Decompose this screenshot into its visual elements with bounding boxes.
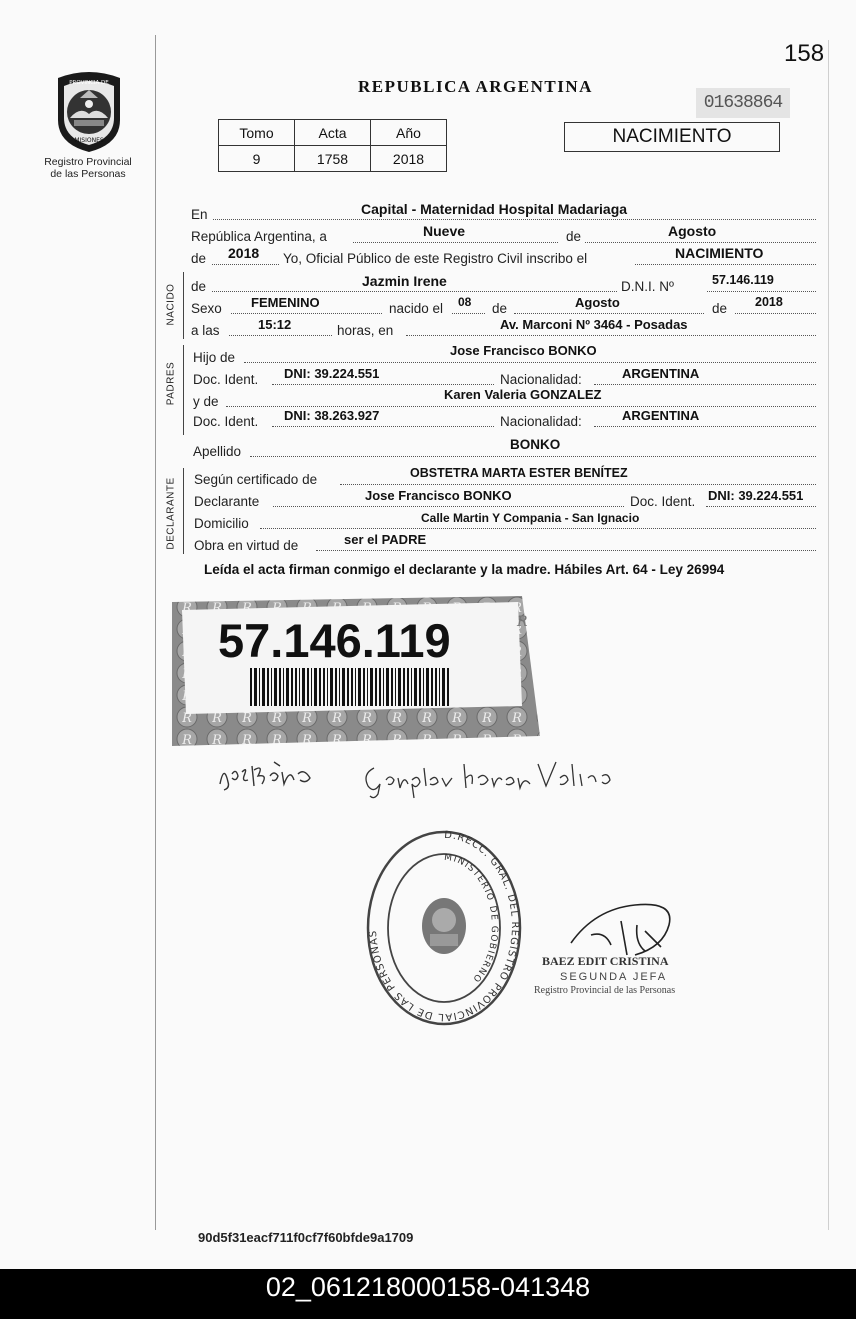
nacionalidad-label-2: Nacionalidad:	[500, 414, 582, 429]
dotted-line	[514, 313, 704, 314]
section-bar-padres	[183, 345, 184, 435]
header-anio: Año	[371, 120, 447, 146]
closing-statement: Leída el acta firman conmigo el declarante y la madre. Hábiles Art. 64 - Ley 26994	[204, 562, 725, 577]
dni-label: D.N.I. Nº	[621, 279, 674, 294]
a-las-label: a las	[191, 323, 220, 338]
birth-day-value: 08	[458, 295, 472, 309]
svg-text:D.RECC. GRAL. DEL REGISTRO PRO: D.RECC. GRAL. DEL REGISTRO PROVINCIAL DE LAS PERSONAS	[367, 829, 520, 1023]
dotted-line	[735, 313, 816, 314]
province-crest-icon	[50, 68, 128, 154]
de-label-birth-2: de	[712, 301, 728, 316]
de-label: de	[566, 229, 582, 244]
de-label-nacido: de	[191, 279, 207, 294]
registry-line-2: de las Personas	[50, 168, 126, 180]
file-id: 02_061218000158-041348	[265, 1272, 591, 1302]
margin-line	[155, 35, 156, 1230]
dotted-line	[272, 384, 494, 385]
dotted-line	[273, 506, 624, 507]
nacido-el-label: nacido el	[389, 301, 444, 316]
registry-line-1: Registro Provincial	[44, 156, 132, 168]
mother-name-value: Karen Valeria GONZALEZ	[444, 387, 602, 402]
domicilio-value: Calle Martin Y Compania - San Ignacio	[421, 511, 640, 525]
de-label-2: de	[191, 251, 207, 266]
y-de-label: y de	[193, 394, 219, 409]
dotted-line	[231, 313, 382, 314]
serial-number: 01638864	[696, 88, 790, 118]
page-edge	[828, 40, 829, 1230]
doc-ident-label-3: Doc. Ident.	[630, 494, 696, 509]
de-label-birth: de	[492, 301, 508, 316]
child-dni-value: 57.146.119	[712, 273, 774, 287]
doc-ident-label: Doc. Ident.	[193, 372, 259, 387]
horas-label: horas, en	[337, 323, 394, 338]
segun-label: Según certificado de	[194, 472, 318, 487]
obra-value: ser el PADRE	[344, 532, 427, 547]
table-row	[219, 146, 447, 172]
dotted-line	[635, 264, 816, 265]
value-acta: 1758	[295, 146, 371, 172]
inscribo-value: NACIMIENTO	[675, 245, 764, 261]
dotted-line	[213, 219, 816, 220]
dotted-line	[244, 362, 816, 363]
dotted-line	[406, 335, 816, 336]
section-bar-declarante	[183, 468, 184, 554]
sexo-value: FEMENINO	[251, 295, 320, 310]
signature-mother	[360, 754, 615, 800]
svg-text:PROVINCIA DE: PROVINCIA DE	[69, 80, 109, 86]
obra-label: Obra en virtud de	[194, 538, 299, 553]
day-value: Nueve	[423, 223, 466, 239]
svg-text:González Karen Valeria: González Karen Valeria	[360, 754, 371, 755]
en-label: En	[191, 207, 208, 222]
page-number: 158	[784, 40, 825, 67]
top-edge-marks	[530, 0, 830, 4]
declarante-label: Declarante	[194, 494, 260, 509]
dotted-line	[340, 484, 816, 485]
official-registry: Registro Provincial de las Personas	[534, 985, 676, 996]
sexo-label: Sexo	[191, 301, 222, 316]
section-bar-nacido	[183, 272, 184, 339]
birth-place-value: Av. Marconi Nº 3464 - Posadas	[500, 317, 688, 332]
dotted-line	[226, 406, 816, 407]
apellido-label: Apellido	[193, 444, 242, 459]
svg-text:R: R	[517, 614, 528, 630]
dotted-line	[260, 528, 816, 529]
sticker-dni-number: 57.146.119	[218, 614, 451, 667]
dotted-line	[353, 242, 558, 243]
dotted-line	[706, 506, 816, 507]
apellido-value: BONKO	[510, 437, 561, 452]
oficial-text: Yo, Oficial Público de este Registro Civil inscribo el	[283, 251, 588, 266]
record-type-box: NACIMIENTO	[564, 122, 780, 152]
section-label-padres: PADRES	[165, 361, 177, 406]
child-name-value: Jazmin Irene	[362, 273, 447, 289]
svg-text:MINISTERIO DE GOBIERNO: MINISTERIO DE GOBIERNO	[443, 852, 500, 985]
document-title: REPUBLICA ARGENTINA	[358, 77, 593, 96]
dotted-line	[585, 242, 816, 243]
father-name-value: Jose Francisco BONKO	[450, 343, 597, 358]
dotted-line	[594, 426, 816, 427]
svg-text:MISIONES: MISIONES	[74, 137, 104, 144]
svg-text:JoséBonko: JoséBonko	[214, 754, 219, 755]
birth-year-value: 2018	[755, 295, 783, 309]
official-name: BAEZ EDIT CRISTINA	[542, 954, 669, 968]
declarante-doc-value: DNI: 39.224.551	[708, 488, 804, 503]
dotted-line	[272, 426, 494, 427]
dotted-line	[212, 291, 617, 292]
value-tomo: 9	[219, 146, 295, 172]
certificado-value: OBSTETRA MARTA ESTER BENÍTEZ	[410, 466, 628, 480]
year-value: 2018	[228, 245, 260, 261]
official-stamp-seal	[364, 826, 524, 1030]
dotted-line	[250, 456, 816, 457]
mother-nat-value: ARGENTINA	[622, 408, 700, 423]
document-hash: 90d5f31eacf711f0cf7f60bfde9a1709	[198, 1230, 414, 1245]
declarante-value: Jose Francisco BONKO	[365, 488, 512, 503]
dotted-line	[316, 550, 816, 551]
father-nat-value: ARGENTINA	[622, 366, 700, 381]
official-role: SEGUNDA JEFA	[560, 971, 668, 983]
birth-month-value: Agosto	[575, 295, 620, 310]
header-tomo: Tomo	[219, 120, 295, 146]
dotted-line	[594, 384, 816, 385]
doc-ident-label-2: Doc. Ident.	[193, 414, 259, 429]
birth-time-value: 15:12	[258, 317, 292, 332]
dotted-line	[212, 264, 279, 265]
republica-label: República Argentina, a	[191, 229, 327, 244]
section-label-nacido: NACIDO	[165, 283, 177, 326]
mother-doc-value: DNI: 38.263.927	[284, 408, 380, 423]
header-acta: Acta	[295, 120, 371, 146]
table-header-row	[219, 120, 447, 146]
tomo-acta-anio-table	[218, 119, 447, 172]
value-anio: 2018	[371, 146, 447, 172]
signature-father	[214, 754, 324, 794]
month-value: Agosto	[668, 223, 717, 239]
hijo-de-label: Hijo de	[193, 350, 236, 365]
dotted-line	[229, 335, 332, 336]
nacionalidad-label: Nacionalidad:	[500, 372, 582, 387]
registry-caption	[38, 156, 138, 180]
dotted-line	[452, 313, 485, 314]
father-doc-value: DNI: 39.224.551	[284, 366, 380, 381]
place-value: Capital - Maternidad Hospital Madariaga	[361, 201, 628, 217]
section-label-declarante: DECLARANTE	[165, 477, 177, 550]
domicilio-label: Domicilio	[194, 516, 249, 531]
dotted-line	[707, 291, 816, 292]
